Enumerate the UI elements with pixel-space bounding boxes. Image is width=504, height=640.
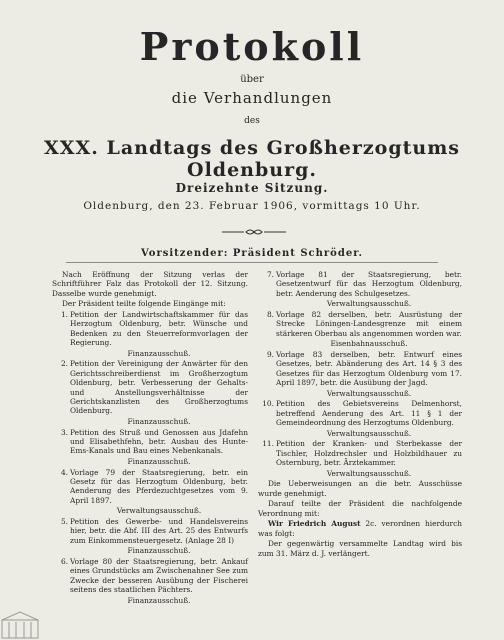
item-committee: Finanzausschuß.: [127, 417, 191, 427]
item-text: Vorlage 83 derselben, betr. Entwurf eines Gesetzes, betr. Abänderung des Art. 14 § 3 des Gesetzes für das Herzogtum Oldenburg vom 17. April 1897, betr. die Ausübung der Jagd.: [276, 350, 462, 388]
item-text: Petition des Gewerbe- und Handelsvereins hier, betr. die Abf. III des Art. 25 des Entwurfs zum Einkommensteuergesetz. (Anlage 28 I): [70, 517, 248, 545]
left-column: [52, 270, 248, 606]
item-text: Petition der Landwirtschaftskammer für das Herzogtum Oldenburg, betr. Wünsche und Bedenken zu den Steuerreformvorlagen der Regierung.: [70, 310, 248, 348]
item-committee: Verwaltungsausschuß.: [326, 468, 412, 478]
item-committee: Finanzausschuß.: [127, 595, 191, 605]
library-stamp-icon: [0, 610, 40, 640]
referral-paragraph: Die Ueberweisungen an die betr. Ausschüsse wurde genehmigt.: [258, 479, 462, 498]
item-text: Petition des Struß und Genossen aus Jdafehn und Elisabethfehn, betr. Ausbau des Hunte-Ems-Kanals und Bau eines Nebenkanals.: [70, 427, 248, 456]
decree-formula: 2c. verordnen hierdurch was folgt:: [258, 519, 462, 538]
list-item: [258, 310, 462, 338]
item-committee: Verwaltungsausschuß.: [326, 299, 412, 309]
subtitle-ueber: über: [240, 74, 264, 85]
list-item: [258, 350, 462, 388]
session-heading: Dreizehnte Sitzung.: [175, 181, 329, 195]
list-item: [52, 428, 248, 456]
item-number: 8.: [266, 310, 274, 319]
decree-opening: [258, 519, 462, 538]
list-item: [52, 359, 248, 415]
item-number: 3.: [60, 427, 68, 437]
item-text: Vorlage 80 der Staatsregierung, betr. Ankauf eines Grundstücks am Zwischenahner See zum Zwecke der besseren Ausübung der Fischerei seitens des staatlichen Pächters.: [70, 557, 248, 595]
list-item: [52, 468, 248, 506]
item-number: 4.: [60, 467, 68, 477]
decree-sovereign: Wir Friedrich August: [268, 519, 361, 529]
landtag-heading: XXX. Landtags des Großherzogtums Oldenburg.: [44, 137, 460, 181]
list-item: [52, 310, 248, 348]
item-committee: Eisenbahnausschuß.: [330, 339, 408, 349]
incoming-lead: Der Präsident teilte folgende Eingänge mit:: [62, 299, 226, 309]
list-item: [52, 557, 248, 595]
item-text: Vorlage 81 der Staatsregierung, betr. Gesetzentwurf für das Herzogtum Oldenburg, betr. Aenderung des Schulgesetzes.: [276, 270, 462, 298]
item-number: 1.: [60, 310, 68, 319]
item-committee: Verwaltungsausschuß.: [116, 506, 202, 516]
item-number: 7.: [266, 270, 274, 279]
page-title: Protokoll: [139, 24, 365, 69]
list-item: [258, 270, 462, 298]
decree-text: Der gegenwärtig versammelte Landtag wird bis zum 31. März d. J. verlängert.: [258, 539, 462, 558]
item-text: Vorlage 82 derselben, betr. Ausrüstung der Strecke Löningen-Landesgrenze mit einem stärkeren Oberbau als angenommen worden war.: [276, 310, 462, 338]
item-text: Petition des Gebietsvereins Delmenhorst, betreffend Aenderung des Art. 11 § 1 der Gemeindeordnung des Herzogtums Oldenburg.: [276, 399, 462, 428]
item-number: 5.: [60, 517, 68, 527]
item-committee: Finanzausschuß.: [127, 457, 191, 467]
item-committee: Finanzausschuß.: [127, 348, 191, 358]
item-number: 6.: [60, 557, 68, 567]
chair-line: Vorsitzender: Präsident Schröder.: [140, 248, 364, 259]
item-committee: Finanzausschuß.: [127, 546, 191, 556]
item-text: Vorlage 79 der Staatsregierung, betr. ein Gesetz für das Herzogtum Oldenburg, betr. Aenderung des Pferdezuchtgesetzes vom 9. April 1897.: [70, 467, 248, 505]
list-item: [258, 439, 462, 467]
horizontal-rule: [66, 262, 438, 263]
item-committee: Verwaltungsausschuß.: [326, 428, 412, 438]
item-number: 2.: [60, 359, 68, 369]
right-column: [258, 270, 462, 559]
item-number: 10.: [262, 399, 274, 409]
item-committee: Verwaltungsausschuß.: [326, 388, 412, 398]
item-text: Petition der Vereinigung der Anwärter für den Gerichtsschreiberdienst im Großherzogtum Oldenburg, betr. Verbesserung der Gehalts- und Anstellungsverhältnisse der Gerichtskanzlisten des Großherzogtums Oldenburg.: [70, 359, 248, 416]
list-item: [258, 399, 462, 427]
item-number: 9.: [266, 350, 274, 359]
session-dateline: Oldenburg, den 23. Februar 1906, vormittags 10 Uhr.: [83, 200, 421, 212]
item-number: 11.: [262, 439, 274, 449]
intro-paragraph: Nach Eröffnung der Sitzung verlas der Schriftführer Falz das Protokoll der 12. Sitzung. Dasselbe wurde genehmigt.: [52, 270, 248, 298]
ornament-divider: [222, 228, 286, 236]
list-item: [52, 517, 248, 545]
subtitle-des: des: [244, 116, 260, 126]
subtitle-verhandlungen: die Verhandlungen: [171, 89, 333, 107]
decree-announcement: Darauf teilte der Präsident die nachfolgende Verordnung mit:: [258, 499, 462, 518]
item-text: Petition der Kranken- und Sterbekasse der Tischler, Holzdrechsler und Holzbildhauer zu Osternburg, betr. Ärztekammer.: [276, 439, 462, 468]
